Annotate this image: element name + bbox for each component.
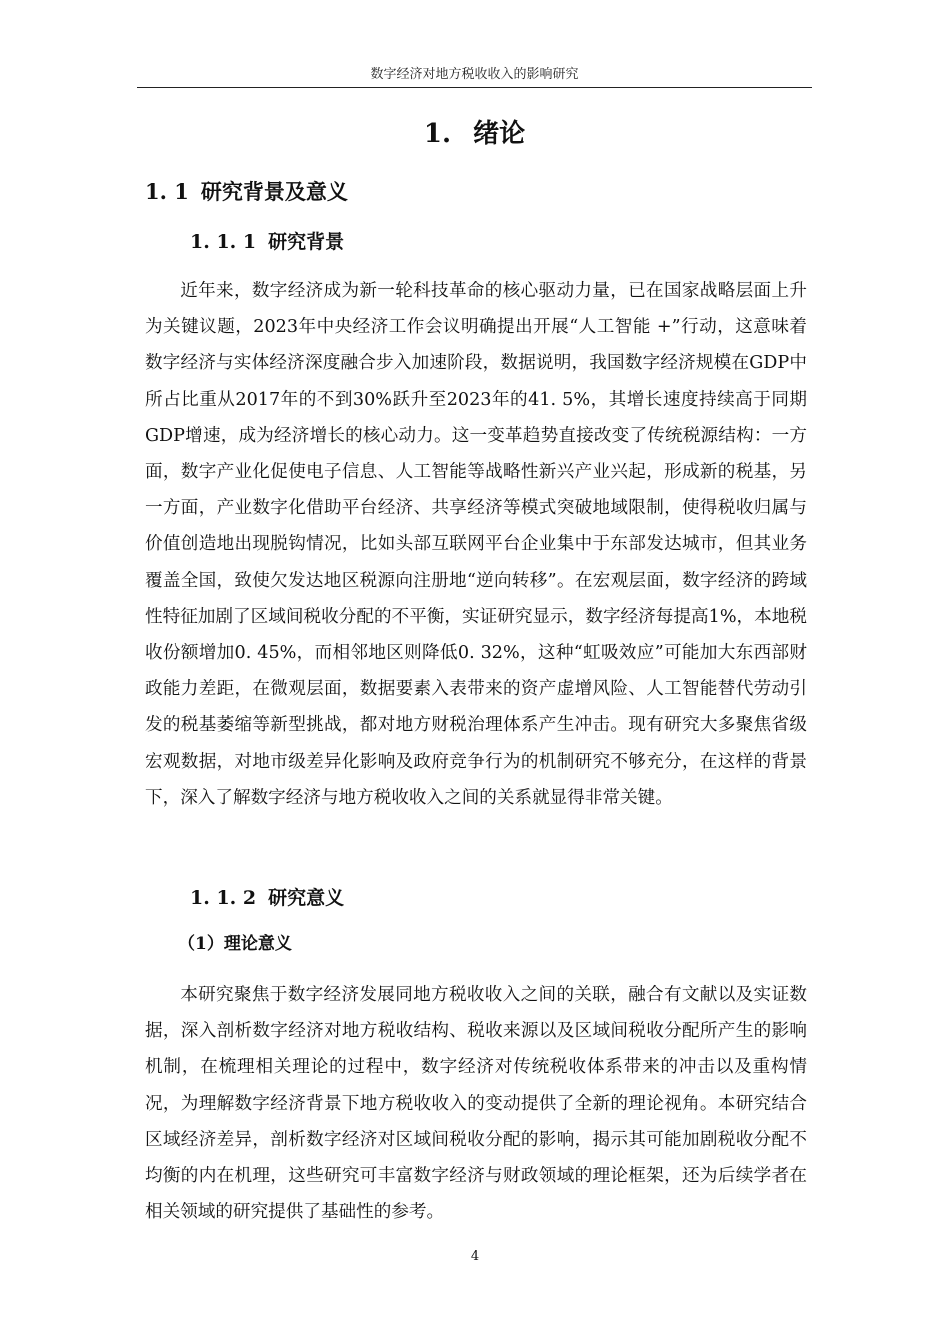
chapter-title <box>137 116 812 152</box>
subsection-title-text: 研究背景 <box>268 231 345 253</box>
page-number: 4 <box>470 1249 480 1264</box>
subsection-title-text: 研究意义 <box>268 887 345 909</box>
theoretical-significance-paragraph: 本研究聚焦于数字经济发展同地方税收收入之间的关联，融合有文献以及实证数据，深入剖析数字经济对地方税收结构、税收来源以及区域间税收分配所产生的影响机制，在梳理相关理论的过程中，数字经济对传统税收体系带来的冲击以及重构情况，为理解数字经济背景下地方税收收入的变动提供了全新的理论视角。本研究结合区域经济差异，剖析数字经济对区域间税收分配的影响，揭示其可能加剧税收分配不均衡的内在机理，这些研究可丰富数字经济与财政领域的理论框架，还为后续学者在相关领域的研究提供了基础性的参考。 <box>145 985 807 1223</box>
subsection-heading-1-1-2 <box>190 884 344 912</box>
subsection-heading-1-1-1 <box>190 228 344 256</box>
section-title-text: 研究背景及意义 <box>200 179 348 204</box>
section-number: 1. 1 <box>145 179 189 204</box>
theoretical-significance-heading: （1）理论意义 <box>178 934 292 954</box>
chapter-number: 1. <box>423 119 452 149</box>
subsection-number: 1. 1. 2 <box>190 887 257 909</box>
running-header: 数字经济对地方税收收入的影响研究 <box>370 67 579 82</box>
header-rule <box>137 87 812 88</box>
section-heading-1-1 <box>145 177 348 207</box>
chapter-title-text: 绪论 <box>473 119 526 149</box>
subsection-number: 1. 1. 1 <box>190 231 257 253</box>
research-background-paragraph: 近年来，数字经济成为新一轮科技革命的核心驱动力量，已在国家战略层面上升为关键议题，2023年中央经济工作会议明确提出开展“人工智能 +”行动，这意味着数字经济与实体经济深度融合步入加速阶段，数据说明，我国数字经济规模在GDP中所占比重从2017年的不到30%跃升至2023年的41. 5%，其增长速度持续高于同期GDP增速，成为经济增长的核心动力。这一变革趋势直接改变了传统税源结构：一方面，数字产业化促使电子信息、人工智能等战略性新兴产业兴起，形成新的税基，另一方面，产业数字化借助平台经济、共享经济等模式突破地域限制，使得税收归属与价值创造地出现脱钩情况，比如头部互联网平台企业集中于东部发达城市，但其业务覆盖全国，致使欠发达地区税源向注册地“逆向转移”。在宏观层面，数字经济的跨域性特征加剧了区域间税收分配的不平衡，实证研究显示，数字经济每提高1%，本地税收份额增加0. 45%，而相邻地区则降低0. 32%，这种“虹吸效应”可能加大东西部财政能力差距，在微观层面，数据要素入表带来的资产虚增风险、人工智能替代劳动引发的税基萎缩等新型挑战，都对地方财税治理体系产生冲击。现有研究大多聚焦省级宏观数据，对地市级差异化影响及政府竞争行为的机制研究不够充分，在这样的背景下，深入了解数字经济与地方税收收入之间的关系就显得非常关键。 <box>145 281 807 808</box>
